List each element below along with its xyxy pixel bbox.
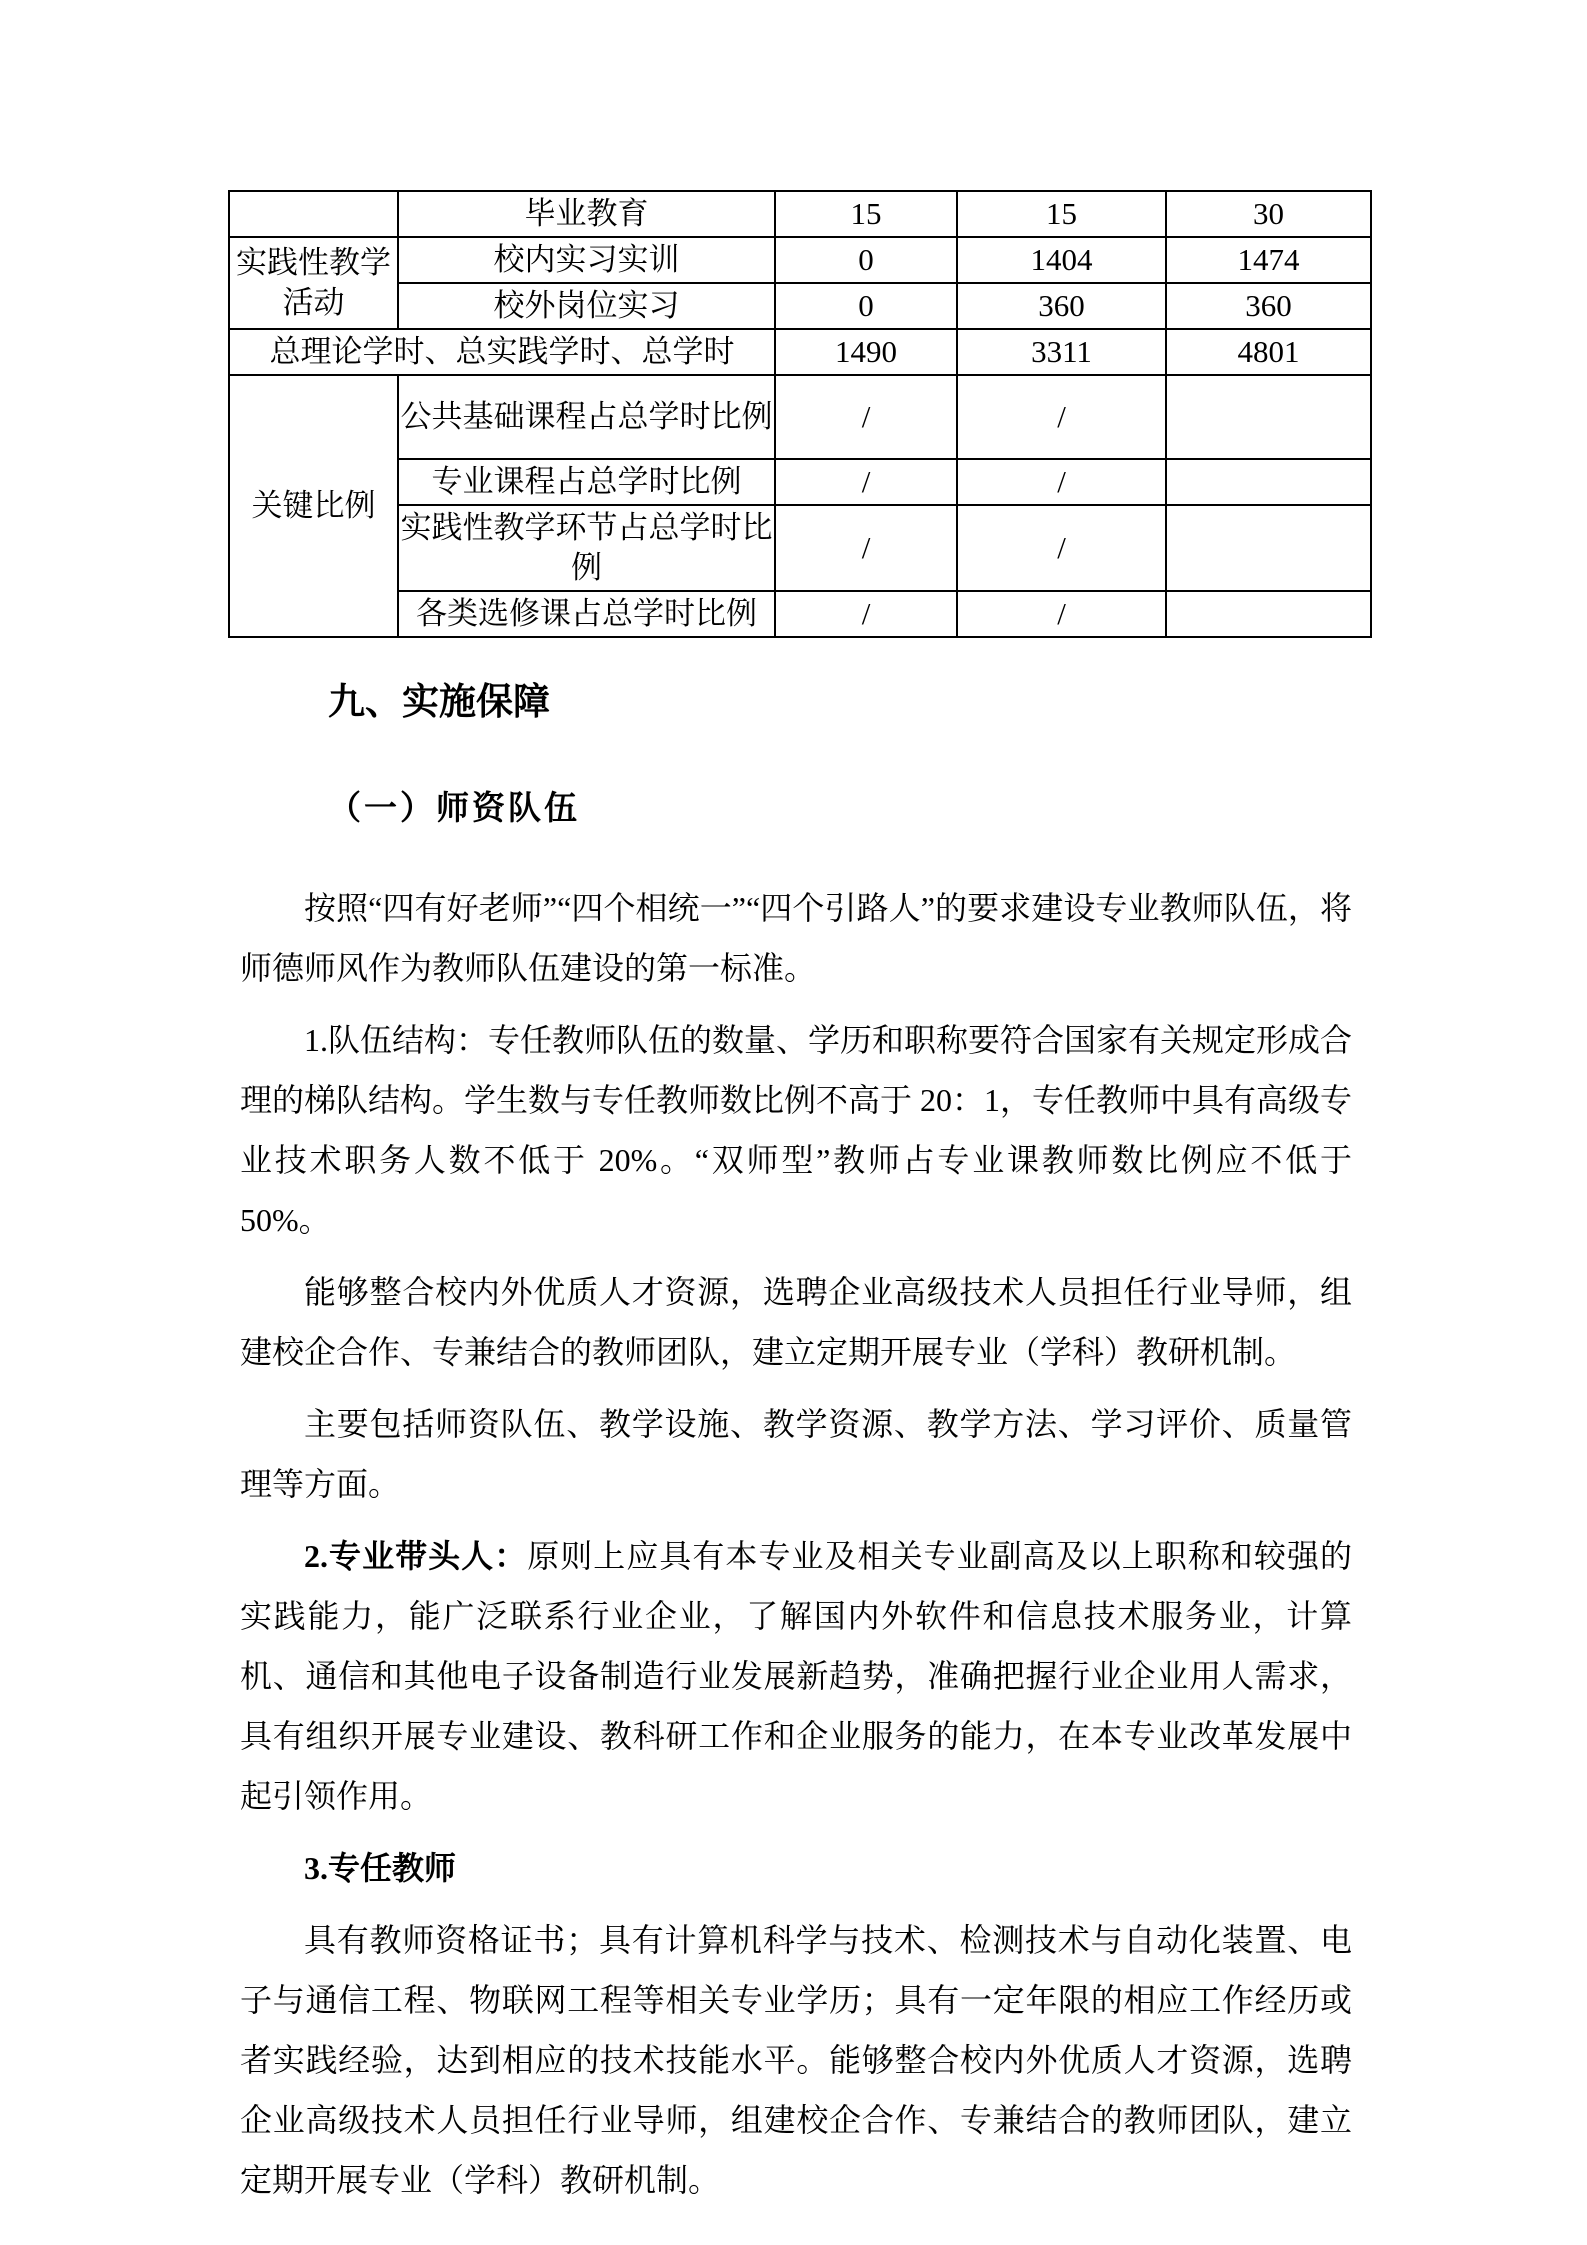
body-paragraph bbox=[240, 1838, 1352, 1898]
table-cell-label: 公共基础课程占总学时比例 bbox=[398, 375, 775, 459]
paragraph-bold-lead: 3.专任教师 bbox=[304, 1850, 457, 1886]
table-cell-value: 0 bbox=[775, 283, 957, 329]
table-cell-group-label: 关键比例 bbox=[229, 375, 398, 637]
body-paragraph: 能够整合校内外优质人才资源，选聘企业高级技术人员担任行业导师，组建校企合作、专兼结合的教师团队，建立定期开展专业（学科）教研机制。 bbox=[240, 1274, 1352, 1370]
table-row bbox=[229, 375, 1371, 459]
table-row bbox=[229, 505, 1371, 591]
table-cell-value: 30 bbox=[1166, 191, 1371, 237]
paragraph-bold-lead: 2.专业带头人： bbox=[304, 1538, 528, 1574]
teaching-hours-table bbox=[228, 190, 1372, 638]
table-cell-value: / bbox=[957, 459, 1166, 505]
table-cell-label: 校内实习实训 bbox=[398, 237, 775, 283]
table-row bbox=[229, 191, 1371, 237]
table-cell-empty bbox=[229, 191, 398, 237]
table-cell-value: / bbox=[957, 505, 1166, 591]
table-cell-value: / bbox=[775, 591, 957, 637]
table-cell-value: 0 bbox=[775, 237, 957, 283]
table-row bbox=[229, 329, 1371, 375]
table-cell-value: 15 bbox=[775, 191, 957, 237]
table-cell-value bbox=[1166, 505, 1371, 591]
paragraph-text: 原则上应具有本专业及相关专业副高及以上职称和较强的实践能力，能广泛联系行业企业，了解国内外软件和信息技术服务业，计算机、通信和其他电子设备制造行业发展新趋势，准确把握行业企业用人需求，具有组织开展专业建设、教科研工作和企业服务的能力，在本专业改革发展中起引领作用。 bbox=[240, 1538, 1352, 1814]
table-cell-value: / bbox=[957, 591, 1166, 637]
table-cell-value: 15 bbox=[957, 191, 1166, 237]
table-cell-label: 校外岗位实习 bbox=[398, 283, 775, 329]
table-cell-value bbox=[1166, 591, 1371, 637]
table-cell-label: 毕业教育 bbox=[398, 191, 775, 237]
body-paragraph: 具有教师资格证书；具有计算机科学与技术、检测技术与自动化装置、电子与通信工程、物联网工程等相关专业学历；具有一定年限的相应工作经历或者实践经验，达到相应的技术技能水平。能够整合校内外优质人才资源，选聘企业高级技术人员担任行业导师，组建校企合作、专兼结合的教师团队，建立定期开展专业（学科）教研机制。 bbox=[240, 1922, 1352, 2198]
table-cell-value: 360 bbox=[957, 283, 1166, 329]
table-row bbox=[229, 283, 1371, 329]
body-paragraph: 按照“四有好老师”“四个相统一”“四个引路人”的要求建设专业教师队伍，将师德师风作为教师队伍建设的第一标准。 bbox=[240, 890, 1352, 986]
body-paragraph: 1.队伍结构：专任教师队伍的数量、学历和职称要符合国家有关规定形成合理的梯队结构。学生数与专任教师数比例不高于 20：1，专任教师中具有高级专业技术职务人数不低于 20%。“双师型”教师占专业课教师数比例应不低于 50%。 bbox=[240, 1022, 1353, 1238]
table-cell-value: / bbox=[957, 375, 1166, 459]
table-cell-value: 3311 bbox=[957, 329, 1166, 375]
table-cell-label: 实践性教学环节占总学时比例 bbox=[398, 505, 775, 591]
body-paragraph bbox=[240, 1526, 1352, 1826]
table-cell-value: / bbox=[775, 459, 957, 505]
body-paragraph: 主要包括师资队伍、教学设施、教学资源、教学方法、学习评价、质量管理等方面。 bbox=[240, 1406, 1352, 1502]
table-cell-value bbox=[1166, 459, 1371, 505]
section-heading: 九、实施保障 bbox=[328, 681, 550, 722]
table-row bbox=[229, 459, 1371, 505]
table-cell-value: 1490 bbox=[775, 329, 957, 375]
table-cell-value bbox=[1166, 375, 1371, 459]
table-cell-value: / bbox=[775, 505, 957, 591]
table-cell-value: 1474 bbox=[1166, 237, 1371, 283]
table-cell-group-label: 实践性教学活动 bbox=[229, 237, 398, 329]
table-cell-value: 1404 bbox=[957, 237, 1166, 283]
table-cell-value: 4801 bbox=[1166, 329, 1371, 375]
table-cell-value: 360 bbox=[1166, 283, 1371, 329]
subsection-heading: （一）师资队伍 bbox=[328, 791, 580, 827]
table-cell-total-label: 总理论学时、总实践学时、总学时 bbox=[229, 329, 775, 375]
table-row bbox=[229, 237, 1371, 283]
table-cell-value: / bbox=[775, 375, 957, 459]
table-cell-label: 各类选修课占总学时比例 bbox=[398, 591, 775, 637]
table-row bbox=[229, 591, 1371, 637]
page-content bbox=[236, 190, 1353, 2210]
table-cell-label: 专业课程占总学时比例 bbox=[398, 459, 775, 505]
